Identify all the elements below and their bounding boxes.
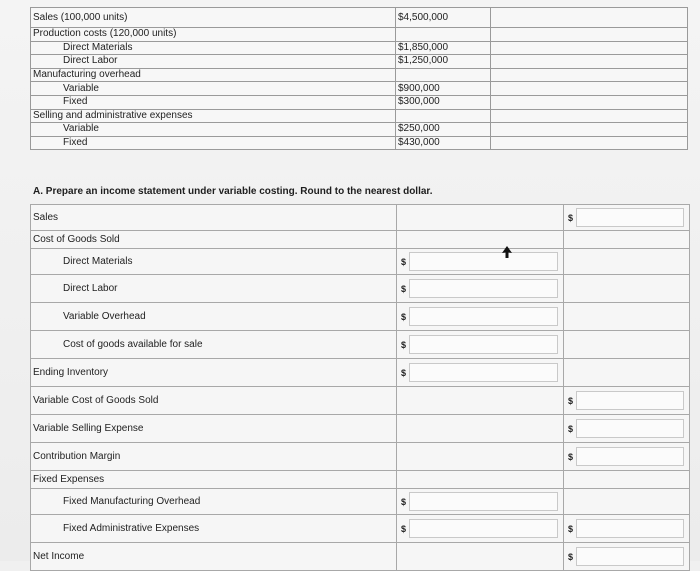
- statement-label: Ending Inventory: [31, 359, 397, 387]
- given-row: [31, 55, 688, 69]
- given-empty-cell: [491, 8, 688, 28]
- statement-row: [31, 249, 690, 275]
- total-input[interactable]: [576, 547, 684, 566]
- total-input[interactable]: [576, 208, 684, 227]
- dollar-sign: $: [568, 551, 574, 562]
- amount-cell: [397, 303, 564, 331]
- given-value: $250,000: [396, 123, 491, 137]
- statement-label: Variable Cost of Goods Sold: [31, 387, 397, 415]
- dollar-sign: $: [568, 523, 574, 534]
- statement-row: [31, 471, 690, 489]
- given-label: Sales (100,000 units): [31, 8, 396, 28]
- question-text: A. Prepare an income statement under variable costing. Round to the nearest dollar.: [33, 186, 433, 197]
- given-label: Fixed: [31, 136, 396, 150]
- given-label: Manufacturing overhead: [31, 68, 396, 82]
- amount-input[interactable]: [409, 252, 558, 271]
- dollar-sign: $: [568, 212, 574, 223]
- given-label: Direct Labor: [31, 55, 396, 69]
- given-label: Fixed: [31, 95, 396, 109]
- amount-input[interactable]: [409, 335, 558, 354]
- total-cell: [564, 205, 690, 231]
- statement-label: Net Income: [31, 543, 397, 571]
- given-row: [31, 8, 688, 28]
- total-cell: [564, 359, 690, 387]
- given-value: $1,850,000: [396, 41, 491, 55]
- amount-cell: [397, 415, 564, 443]
- total-cell: [564, 543, 690, 571]
- given-empty-cell: [491, 41, 688, 55]
- total-cell: [564, 387, 690, 415]
- given-empty-cell: [491, 68, 688, 82]
- amount-input[interactable]: [409, 519, 558, 538]
- given-empty-cell: [491, 109, 688, 123]
- total-input[interactable]: [576, 447, 684, 466]
- amount-cell: [397, 275, 564, 303]
- amount-cell: [397, 515, 564, 543]
- amount-cell: [397, 471, 564, 489]
- given-label: Selling and administrative expenses: [31, 109, 396, 123]
- total-cell: [564, 249, 690, 275]
- given-value: [396, 109, 491, 123]
- given-value: [396, 68, 491, 82]
- given-empty-cell: [491, 28, 688, 42]
- statement-row: [31, 415, 690, 443]
- statement-label: Fixed Expenses: [31, 471, 397, 489]
- given-row: [31, 68, 688, 82]
- amount-cell: [397, 231, 564, 249]
- amount-cell: [397, 489, 564, 515]
- given-value: $430,000: [396, 136, 491, 150]
- dollar-sign: $: [401, 256, 407, 267]
- given-row: [31, 41, 688, 55]
- given-label: Production costs (120,000 units): [31, 28, 396, 42]
- given-row: [31, 136, 688, 150]
- statement-label: Cost of goods available for sale: [31, 331, 397, 359]
- total-cell: [564, 303, 690, 331]
- total-cell: [564, 331, 690, 359]
- statement-row: [31, 443, 690, 471]
- dollar-sign: $: [401, 283, 407, 294]
- given-row: [31, 28, 688, 42]
- amount-cell: [397, 387, 564, 415]
- given-row: [31, 95, 688, 109]
- statement-row: [31, 543, 690, 571]
- dollar-sign: $: [568, 451, 574, 462]
- given-empty-cell: [491, 123, 688, 137]
- statement-label: Cost of Goods Sold: [31, 231, 397, 249]
- statement-label: Sales: [31, 205, 397, 231]
- statement-label: Fixed Administrative Expenses: [31, 515, 397, 543]
- amount-input[interactable]: [409, 492, 558, 511]
- dollar-sign: $: [401, 311, 407, 322]
- given-empty-cell: [491, 55, 688, 69]
- dollar-sign: $: [568, 423, 574, 434]
- given-row: [31, 109, 688, 123]
- total-input[interactable]: [576, 391, 684, 410]
- total-cell: [564, 415, 690, 443]
- amount-cell: [397, 205, 564, 231]
- given-empty-cell: [491, 95, 688, 109]
- amount-cell: [397, 359, 564, 387]
- dollar-sign: $: [401, 496, 407, 507]
- dollar-sign: $: [401, 523, 407, 534]
- statement-row: [31, 231, 690, 249]
- given-row: [31, 82, 688, 96]
- total-cell: [564, 231, 690, 249]
- given-value: $1,250,000: [396, 55, 491, 69]
- mouse-pointer-icon: [502, 246, 512, 258]
- total-cell: [564, 275, 690, 303]
- given-label: Variable: [31, 123, 396, 137]
- total-input[interactable]: [576, 419, 684, 438]
- given-value: $900,000: [396, 82, 491, 96]
- statement-row: [31, 205, 690, 231]
- given-value: [396, 28, 491, 42]
- statement-row: [31, 515, 690, 543]
- amount-input[interactable]: [409, 279, 558, 298]
- statement-row: [31, 387, 690, 415]
- given-value: $4,500,000: [396, 8, 491, 28]
- statement-label: Variable Selling Expense: [31, 415, 397, 443]
- dollar-sign: $: [401, 339, 407, 350]
- given-data-table: [30, 7, 688, 150]
- statement-label: Direct Labor: [31, 275, 397, 303]
- total-cell: [564, 471, 690, 489]
- total-cell: [564, 489, 690, 515]
- income-statement-table: [30, 204, 690, 571]
- total-cell: [564, 443, 690, 471]
- statement-row: [31, 275, 690, 303]
- statement-label: Fixed Manufacturing Overhead: [31, 489, 397, 515]
- statement-row: [31, 489, 690, 515]
- total-cell: [564, 515, 690, 543]
- given-empty-cell: [491, 82, 688, 96]
- amount-cell: [397, 443, 564, 471]
- dollar-sign: $: [568, 395, 574, 406]
- amount-cell: [397, 249, 564, 275]
- amount-cell: [397, 543, 564, 571]
- dollar-sign: $: [401, 367, 407, 378]
- statement-row: [31, 331, 690, 359]
- given-row: [31, 123, 688, 137]
- given-label: Direct Materials: [31, 41, 396, 55]
- given-value: $300,000: [396, 95, 491, 109]
- statement-label: Direct Materials: [31, 249, 397, 275]
- given-empty-cell: [491, 136, 688, 150]
- amount-input[interactable]: [409, 363, 558, 382]
- statement-row: [31, 359, 690, 387]
- statement-label: Variable Overhead: [31, 303, 397, 331]
- amount-cell: [397, 331, 564, 359]
- total-input[interactable]: [576, 519, 684, 538]
- amount-input[interactable]: [409, 307, 558, 326]
- statement-row: [31, 303, 690, 331]
- statement-label: Contribution Margin: [31, 443, 397, 471]
- given-label: Variable: [31, 82, 396, 96]
